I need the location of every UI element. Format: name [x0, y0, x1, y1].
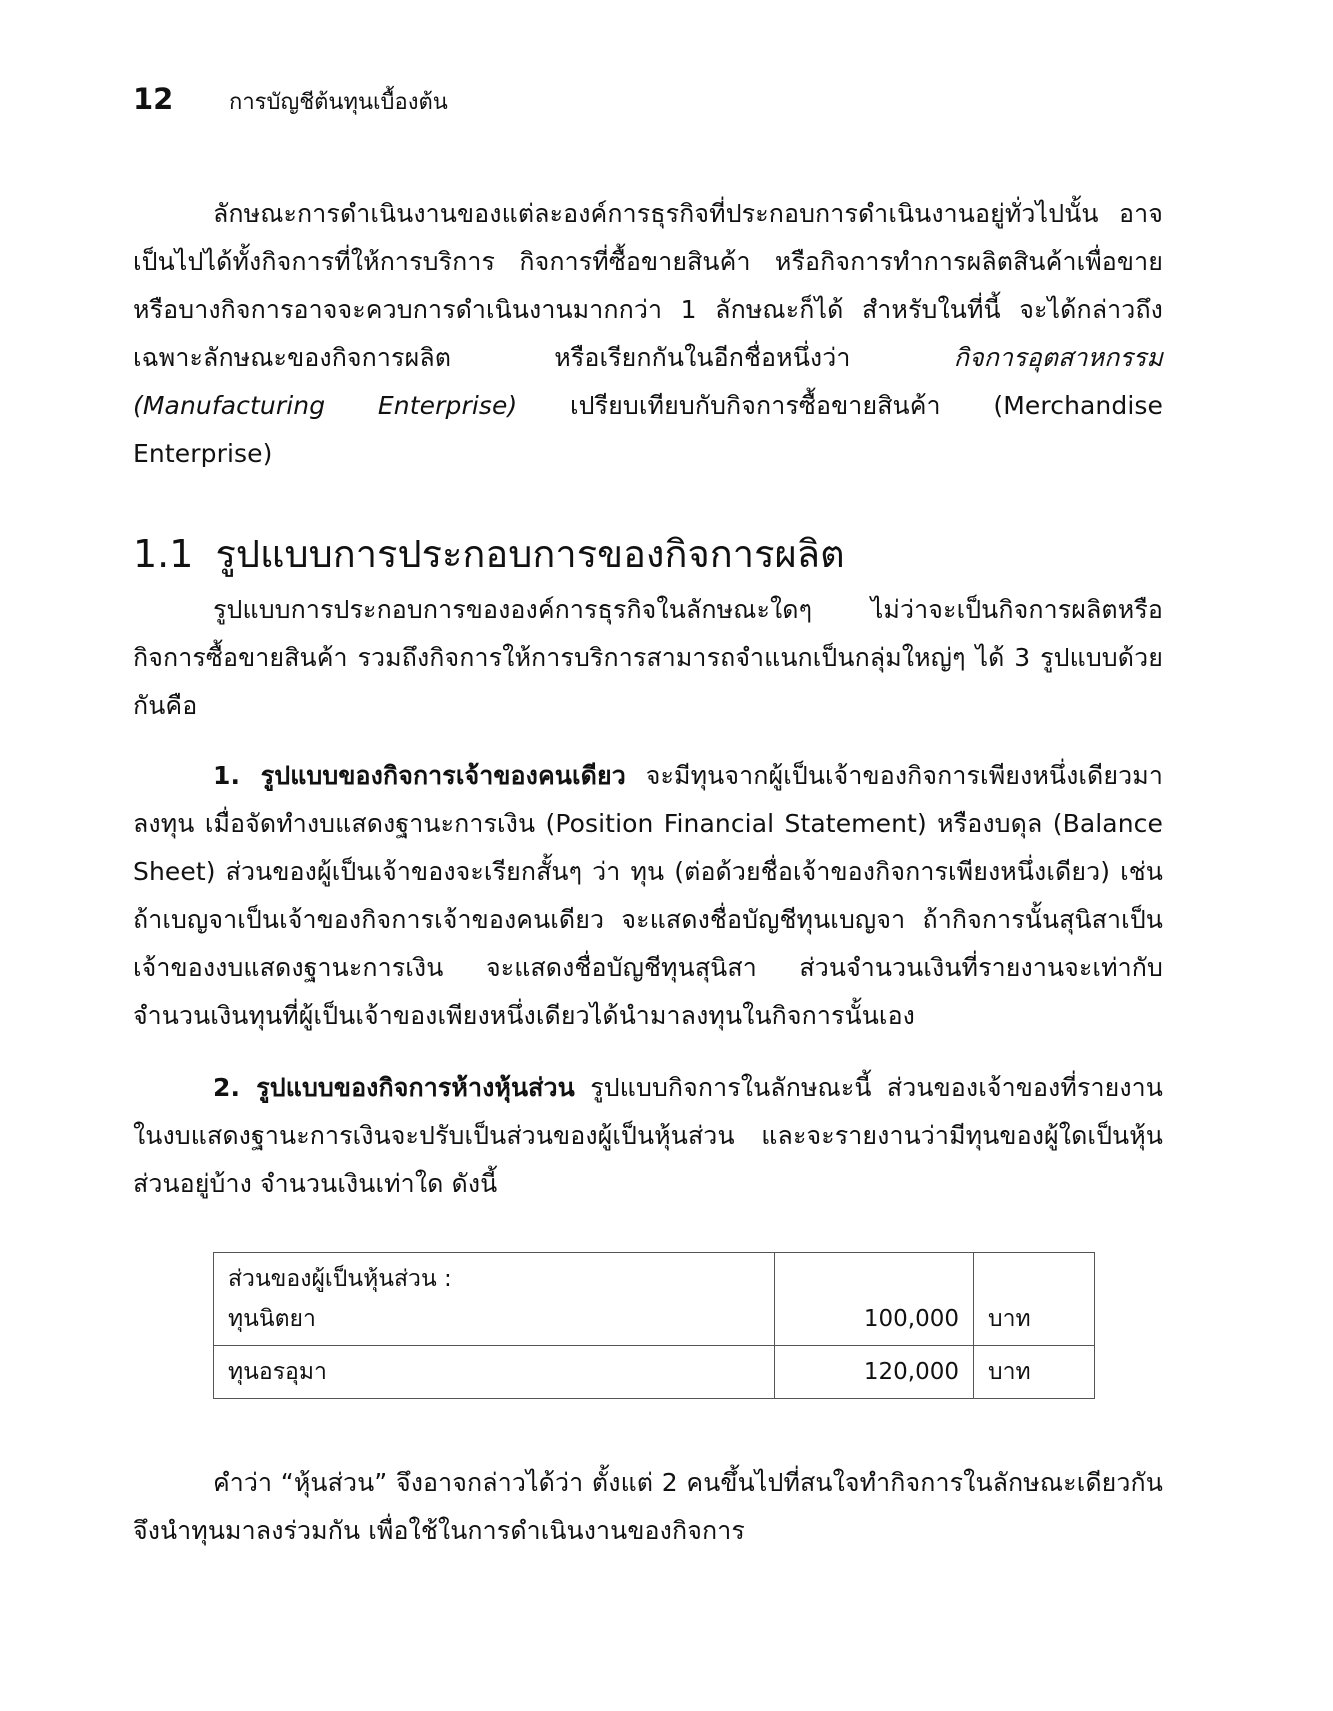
item1-text: จะมีทุนจากผู้เป็นเจ้าของกิจการเพียงหนึ่งเดียวมาลงทุน เมื่อจัดทำงบแสดงฐานะการเงิน (Position Financial Statement) หรืองบดุล (Balance Sheet) ส่วนของผู้เป็นเจ้าของจะเรียกสั้นๆ ว่า ทุน (ต่อด้วยชื่อเจ้าของกิจการเพียงหนึ่งเดียว) เช่น ถ้าเบญจาเป็นเจ้าของกิจการเจ้าของคนเดียว จะแสดงชื่อบัญชีทุนเบญจา ถ้ากิจการนั้นสุนิสาเป็นเจ้าของงบแสดงฐานะการเงิน จะแสดงชื่อบัญชีทุนสุนิสา ส่วนจำนวนเงินที่รายงานจะเท่ากับจำนวนเงินทุนที่ผู้เป็นเจ้าของเพียงหนึ่งเดียวได้นำมาลงทุนในกิจการนั้นเอง: [133, 761, 1163, 1030]
intro-italic-term: กิจการอุตสาหกรรม (Manufacturing Enterprise): [133, 343, 1163, 420]
table-cell-label: [214, 1253, 775, 1346]
item-partnership: [133, 1064, 1163, 1208]
page-body: [133, 190, 1163, 1555]
table-heading: ส่วนของผู้เป็นหุ้นส่วน :: [228, 1266, 452, 1292]
item2-heading: 2. รูปแบบของกิจการห้างหุ้นส่วน: [213, 1073, 575, 1102]
partners-equity-table-wrap: [213, 1252, 1163, 1399]
item2-text: รูปแบบกิจการในลักษณะนี้ ส่วนของเจ้าของที่รายงานในงบแสดงฐานะการเงินจะปรับเป็นส่วนของผู้เป็นหุ้นส่วน และจะรายงานว่ามีทุนของผู้ใดเป็นหุ้นส่วนอยู่บ้าง จำนวนเงินเท่าใด ดังนี้: [133, 1073, 1163, 1198]
closing-paragraph: คำว่า “หุ้นส่วน” จึงอาจกล่าวได้ว่า ตั้งแต่ 2 คนขึ้นไปที่สนใจทำกิจการในลักษณะเดียวกันจึงนำทุนมาลงร่วมกัน เพื่อใช้ในการดำเนินงานของกิจการ: [133, 1468, 1163, 1545]
intro-text-before: ลักษณะการดำเนินงานของแต่ละองค์การธุรกิจที่ประกอบการดำเนินงานอยู่ทั่วไปนั้น อาจเป็นไปได้ทั้งกิจการที่ให้การบริการ กิจการที่ซื้อขายสินค้า หรือกิจการทำการผลิตสินค้าเพื่อขาย หรือบางกิจการอาจจะควบการดำเนินงานมากกว่า 1 ลักษณะก็ได้ สำหรับในที่นี้ จะได้กล่าวถึงเฉพาะลักษณะของกิจการผลิต หรือเรียกกันในอีกชื่อหนึ่งว่า: [133, 199, 1163, 372]
section-title: รูปแบบการประกอบการของกิจการผลิต: [215, 532, 845, 576]
intro-text-after: เปรียบเทียบกับกิจการซื้อขายสินค้า (Merchandise Enterprise): [133, 391, 1164, 468]
running-header: [133, 82, 1133, 122]
intro-paragraph: [133, 190, 1163, 478]
table-cell-label: [214, 1346, 775, 1399]
table-row: [214, 1253, 1095, 1346]
section-intro-paragraph: รูปแบบการประกอบการขององค์การธุรกิจในลักษณะใดๆ ไม่ว่าจะเป็นกิจการผลิตหรือกิจการซื้อขายสินค้า รวมถึงกิจการให้การบริการสามารถจำแนกเป็นกลุ่มใหญ่ๆ ได้ 3 รูปแบบด้วยกันคือ: [133, 595, 1163, 720]
section-heading: [133, 526, 1163, 582]
currency-unit: บาท: [988, 1306, 1031, 1332]
partners-equity-table: [213, 1252, 1095, 1399]
partner-name: ทุนอรอุมา: [228, 1359, 327, 1385]
table-cell-unit: [974, 1253, 1095, 1346]
book-title: การบัญชีต้นทุนเบื้องต้น: [229, 90, 448, 115]
currency-unit: บาท: [988, 1359, 1031, 1385]
partner-amount: 120,000: [863, 1359, 959, 1385]
table-cell-unit: [974, 1346, 1095, 1399]
section-number: 1.1: [133, 532, 194, 576]
table-cell-amount: [775, 1253, 974, 1346]
table-cell-amount: [775, 1346, 974, 1399]
partner-amount: 100,000: [863, 1306, 959, 1332]
item1-heading: 1. รูปแบบของกิจการเจ้าของคนเดียว: [213, 761, 626, 790]
page-number: 12: [133, 82, 174, 116]
partner-name: ทุนนิตยา: [228, 1306, 316, 1332]
table-row: [214, 1346, 1095, 1399]
item-sole-proprietorship: [133, 752, 1163, 1040]
